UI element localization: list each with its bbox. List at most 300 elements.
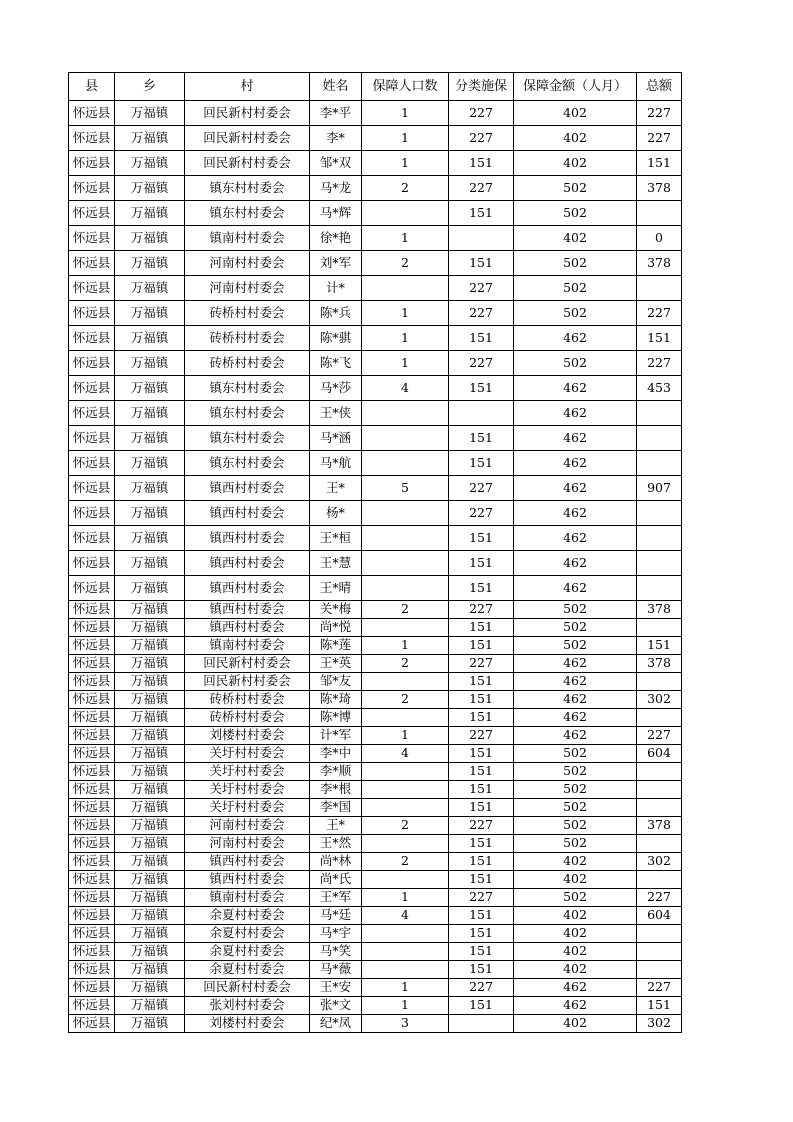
cell-township: 万福镇 [115,835,185,853]
cell-village: 砖桥村村委会 [185,351,310,376]
table-row [69,655,682,673]
cell-county: 怀远县 [69,745,115,763]
cell-total: 151 [637,637,682,655]
cell-category: 227 [449,889,514,907]
cell-covered-people: 1 [362,101,449,126]
cell-name: 计*军 [310,727,362,745]
cell-name: 李*平 [310,101,362,126]
cell-county: 怀远县 [69,601,115,619]
cell-village: 关圩村村委会 [185,745,310,763]
cell-village: 关圩村村委会 [185,799,310,817]
cell-total [637,835,682,853]
cell-township: 万福镇 [115,401,185,426]
cell-county: 怀远县 [69,691,115,709]
cell-total: 378 [637,817,682,835]
cell-covered-people [362,501,449,526]
cell-amount: 462 [514,691,637,709]
cell-covered-people [362,276,449,301]
cell-county: 怀远县 [69,907,115,925]
table-row [69,376,682,401]
cell-county: 怀远县 [69,817,115,835]
cell-amount: 402 [514,961,637,979]
cell-village: 关圩村村委会 [185,781,310,799]
cell-amount: 402 [514,871,637,889]
cell-total: 227 [637,301,682,326]
cell-name: 尚*悦 [310,619,362,637]
cell-amount: 502 [514,276,637,301]
cell-covered-people: 1 [362,889,449,907]
cell-county: 怀远县 [69,943,115,961]
table-row [69,781,682,799]
cell-village: 镇东村村委会 [185,401,310,426]
cell-total [637,619,682,637]
cell-category: 151 [449,835,514,853]
cell-township: 万福镇 [115,817,185,835]
cell-total [637,781,682,799]
cell-category: 151 [449,745,514,763]
cell-village: 余夏村村委会 [185,961,310,979]
header-village: 村 [185,73,310,101]
cell-category: 227 [449,351,514,376]
cell-covered-people [362,709,449,727]
cell-total [637,763,682,781]
cell-village: 余夏村村委会 [185,925,310,943]
cell-village: 砖桥村村委会 [185,301,310,326]
table-row [69,276,682,301]
cell-township: 万福镇 [115,551,185,576]
cell-name: 尚*林 [310,853,362,871]
cell-village: 镇东村村委会 [185,176,310,201]
cell-category: 151 [449,451,514,476]
cell-village: 砖桥村村委会 [185,691,310,709]
cell-township: 万福镇 [115,763,185,781]
cell-category: 227 [449,655,514,673]
cell-name: 陈*博 [310,709,362,727]
table-row [69,889,682,907]
cell-total: 302 [637,1015,682,1033]
cell-township: 万福镇 [115,709,185,727]
cell-category: 151 [449,961,514,979]
cell-village: 镇南村村委会 [185,637,310,655]
cell-village: 张刘村村委会 [185,997,310,1015]
cell-name: 尚*氏 [310,871,362,889]
cell-amount: 462 [514,655,637,673]
cell-total: 907 [637,476,682,501]
cell-township: 万福镇 [115,979,185,997]
cell-township: 万福镇 [115,637,185,655]
cell-amount: 502 [514,835,637,853]
cell-name: 王*安 [310,979,362,997]
table-row [69,426,682,451]
cell-county: 怀远县 [69,201,115,226]
cell-name: 王*侠 [310,401,362,426]
cell-village: 镇西村村委会 [185,501,310,526]
table-row [69,925,682,943]
cell-township: 万福镇 [115,101,185,126]
cell-amount: 402 [514,151,637,176]
cell-covered-people [362,551,449,576]
table-row [69,551,682,576]
cell-covered-people: 1 [362,326,449,351]
cell-covered-people: 1 [362,997,449,1015]
table-row [69,817,682,835]
cell-total: 227 [637,101,682,126]
cell-county: 怀远县 [69,781,115,799]
welfare-table-sheet [68,72,681,1033]
table-row [69,501,682,526]
cell-amount: 502 [514,637,637,655]
cell-county: 怀远县 [69,226,115,251]
cell-total: 151 [637,997,682,1015]
cell-county: 怀远县 [69,799,115,817]
table-row [69,176,682,201]
cell-total [637,943,682,961]
cell-name: 王*晴 [310,576,362,601]
cell-covered-people [362,451,449,476]
cell-category: 151 [449,709,514,727]
cell-covered-people [362,576,449,601]
cell-county: 怀远县 [69,673,115,691]
cell-village: 镇东村村委会 [185,376,310,401]
cell-county: 怀远县 [69,401,115,426]
cell-name: 王* [310,476,362,501]
cell-amount: 462 [514,426,637,451]
cell-category: 151 [449,925,514,943]
cell-village: 河南村村委会 [185,835,310,853]
cell-county: 怀远县 [69,997,115,1015]
cell-county: 怀远县 [69,451,115,476]
cell-village: 镇西村村委会 [185,551,310,576]
cell-village: 回民新村村委会 [185,101,310,126]
cell-total [637,401,682,426]
cell-category: 227 [449,126,514,151]
cell-category: 151 [449,526,514,551]
cell-amount: 402 [514,226,637,251]
cell-township: 万福镇 [115,691,185,709]
cell-village: 关圩村村委会 [185,763,310,781]
header-row [69,73,682,101]
cell-county: 怀远县 [69,176,115,201]
cell-amount: 502 [514,781,637,799]
cell-category: 151 [449,576,514,601]
cell-covered-people [362,673,449,691]
cell-name: 李* [310,126,362,151]
cell-village: 镇东村村委会 [185,451,310,476]
cell-amount: 462 [514,727,637,745]
cell-name: 马*宇 [310,925,362,943]
cell-category: 151 [449,943,514,961]
cell-township: 万福镇 [115,151,185,176]
cell-category: 227 [449,476,514,501]
table-row [69,201,682,226]
cell-township: 万福镇 [115,1015,185,1033]
cell-county: 怀远县 [69,551,115,576]
cell-name: 马*涵 [310,426,362,451]
cell-covered-people [362,619,449,637]
cell-covered-people [362,835,449,853]
cell-total [637,551,682,576]
table-row [69,451,682,476]
table-row [69,126,682,151]
cell-county: 怀远县 [69,871,115,889]
table-row [69,997,682,1015]
table-body [69,101,682,1033]
cell-village: 砖桥村村委会 [185,709,310,727]
cell-county: 怀远县 [69,576,115,601]
cell-name: 马*笑 [310,943,362,961]
cell-total: 378 [637,655,682,673]
cell-name: 王* [310,817,362,835]
cell-total: 453 [637,376,682,401]
table-row [69,151,682,176]
cell-amount: 502 [514,889,637,907]
cell-name: 王*然 [310,835,362,853]
cell-covered-people: 4 [362,745,449,763]
cell-amount: 502 [514,817,637,835]
cell-township: 万福镇 [115,781,185,799]
cell-total: 0 [637,226,682,251]
table-row [69,727,682,745]
cell-county: 怀远县 [69,709,115,727]
table-row [69,907,682,925]
cell-covered-people: 2 [362,817,449,835]
cell-name: 李*国 [310,799,362,817]
cell-county: 怀远县 [69,501,115,526]
cell-township: 万福镇 [115,501,185,526]
cell-village: 镇西村村委会 [185,601,310,619]
cell-village: 余夏村村委会 [185,943,310,961]
cell-covered-people [362,781,449,799]
cell-village: 镇西村村委会 [185,853,310,871]
header-amount: 保障金额（人月） [514,73,637,101]
cell-county: 怀远县 [69,925,115,943]
cell-name: 王*军 [310,889,362,907]
cell-county: 怀远县 [69,251,115,276]
cell-covered-people: 2 [362,251,449,276]
cell-name: 李*中 [310,745,362,763]
cell-county: 怀远县 [69,276,115,301]
table-row [69,301,682,326]
cell-name: 陈*莲 [310,637,362,655]
cell-amount: 502 [514,763,637,781]
cell-name: 王*慧 [310,551,362,576]
table-row [69,745,682,763]
cell-covered-people: 1 [362,351,449,376]
cell-name: 纪*凤 [310,1015,362,1033]
cell-amount: 462 [514,979,637,997]
table-row [69,979,682,997]
cell-county: 怀远县 [69,763,115,781]
cell-county: 怀远县 [69,655,115,673]
table-row [69,476,682,501]
cell-covered-people: 4 [362,907,449,925]
cell-category: 151 [449,763,514,781]
cell-amount: 502 [514,301,637,326]
cell-township: 万福镇 [115,871,185,889]
cell-name: 王*英 [310,655,362,673]
cell-county: 怀远县 [69,526,115,551]
cell-total: 227 [637,351,682,376]
cell-township: 万福镇 [115,176,185,201]
cell-amount: 462 [514,501,637,526]
cell-category: 227 [449,101,514,126]
cell-category: 151 [449,673,514,691]
cell-county: 怀远县 [69,126,115,151]
cell-name: 关*梅 [310,601,362,619]
cell-county: 怀远县 [69,835,115,853]
cell-township: 万福镇 [115,907,185,925]
cell-category: 151 [449,251,514,276]
cell-township: 万福镇 [115,745,185,763]
cell-name: 邹*双 [310,151,362,176]
cell-village: 回民新村村委会 [185,126,310,151]
table-row [69,351,682,376]
cell-village: 镇西村村委会 [185,619,310,637]
cell-amount: 462 [514,551,637,576]
cell-county: 怀远县 [69,853,115,871]
cell-village: 河南村村委会 [185,251,310,276]
cell-category: 151 [449,551,514,576]
cell-covered-people [362,799,449,817]
table-row [69,709,682,727]
cell-total [637,276,682,301]
cell-covered-people: 1 [362,979,449,997]
cell-township: 万福镇 [115,889,185,907]
cell-category [449,401,514,426]
cell-amount: 462 [514,576,637,601]
cell-county: 怀远县 [69,727,115,745]
cell-name: 李*根 [310,781,362,799]
cell-township: 万福镇 [115,476,185,501]
cell-county: 怀远县 [69,351,115,376]
cell-amount: 502 [514,745,637,763]
cell-covered-people [362,871,449,889]
cell-total: 604 [637,745,682,763]
header-township: 乡 [115,73,185,101]
cell-total: 151 [637,151,682,176]
cell-village: 刘楼村村委会 [185,727,310,745]
cell-covered-people [362,426,449,451]
header-county: 县 [69,73,115,101]
cell-amount: 502 [514,351,637,376]
table-row [69,601,682,619]
cell-covered-people: 1 [362,126,449,151]
cell-name: 徐*艳 [310,226,362,251]
cell-covered-people: 2 [362,655,449,673]
table-row [69,943,682,961]
cell-covered-people: 1 [362,301,449,326]
table-row [69,673,682,691]
cell-county: 怀远县 [69,151,115,176]
cell-township: 万福镇 [115,351,185,376]
table-row [69,526,682,551]
cell-total: 604 [637,907,682,925]
cell-name: 马*莎 [310,376,362,401]
cell-county: 怀远县 [69,476,115,501]
cell-total: 302 [637,691,682,709]
cell-category: 151 [449,151,514,176]
table-row [69,871,682,889]
cell-total: 378 [637,251,682,276]
cell-name: 马*薇 [310,961,362,979]
cell-township: 万福镇 [115,451,185,476]
cell-village: 回民新村村委会 [185,673,310,691]
cell-category: 151 [449,426,514,451]
cell-total [637,709,682,727]
cell-township: 万福镇 [115,943,185,961]
cell-village: 镇南村村委会 [185,226,310,251]
table-row [69,637,682,655]
cell-category: 227 [449,817,514,835]
cell-amount: 502 [514,601,637,619]
cell-township: 万福镇 [115,673,185,691]
cell-county: 怀远县 [69,889,115,907]
table-row [69,961,682,979]
cell-total: 302 [637,853,682,871]
cell-category: 227 [449,601,514,619]
table-row [69,1015,682,1033]
cell-covered-people: 3 [362,1015,449,1033]
cell-village: 镇西村村委会 [185,526,310,551]
cell-name: 邹*友 [310,673,362,691]
cell-covered-people [362,201,449,226]
cell-category: 151 [449,376,514,401]
cell-total [637,201,682,226]
cell-village: 镇南村村委会 [185,889,310,907]
cell-category: 227 [449,276,514,301]
cell-total [637,961,682,979]
cell-name: 李*顺 [310,763,362,781]
cell-amount: 402 [514,853,637,871]
cell-name: 计* [310,276,362,301]
table-row [69,619,682,637]
cell-name: 陈*飞 [310,351,362,376]
cell-total [637,451,682,476]
cell-amount: 462 [514,376,637,401]
table-row [69,691,682,709]
cell-category: 227 [449,301,514,326]
cell-covered-people: 1 [362,727,449,745]
cell-township: 万福镇 [115,201,185,226]
cell-village: 余夏村村委会 [185,907,310,925]
cell-township: 万福镇 [115,853,185,871]
table-row [69,326,682,351]
cell-covered-people: 1 [362,637,449,655]
cell-village: 镇西村村委会 [185,576,310,601]
table-row [69,401,682,426]
table-row [69,835,682,853]
cell-amount: 402 [514,101,637,126]
cell-amount: 462 [514,526,637,551]
cell-county: 怀远县 [69,619,115,637]
cell-category: 151 [449,853,514,871]
table-row [69,251,682,276]
cell-covered-people: 2 [362,691,449,709]
cell-category [449,1015,514,1033]
cell-name: 杨* [310,501,362,526]
cell-category: 227 [449,727,514,745]
cell-total: 227 [637,889,682,907]
cell-township: 万福镇 [115,126,185,151]
cell-covered-people [362,961,449,979]
cell-township: 万福镇 [115,576,185,601]
cell-township: 万福镇 [115,727,185,745]
cell-village: 刘楼村村委会 [185,1015,310,1033]
cell-name: 陈*兵 [310,301,362,326]
cell-category: 227 [449,501,514,526]
table-row [69,853,682,871]
cell-name: 马*辉 [310,201,362,226]
